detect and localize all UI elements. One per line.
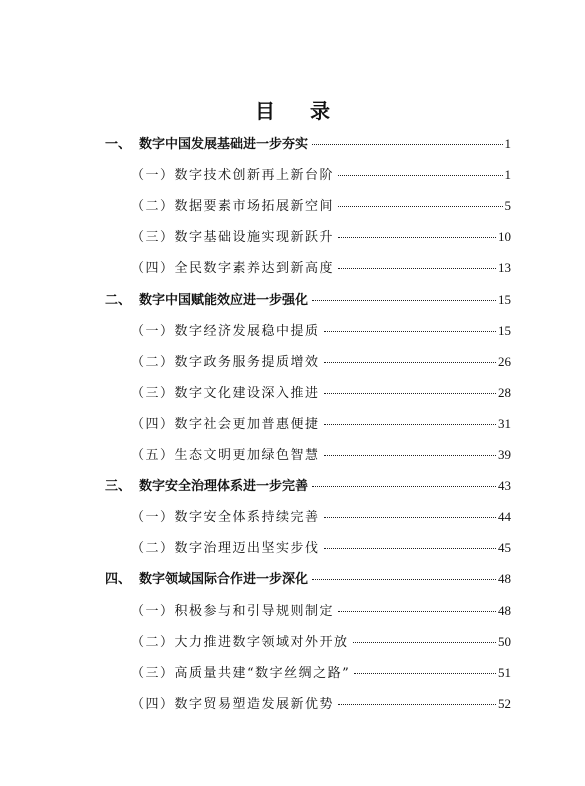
toc-dot-leader (338, 175, 502, 176)
toc-entry-label: （一）数字安全体系持续完善 (131, 510, 320, 525)
toc-dot-leader (338, 611, 496, 612)
toc-entry-label: （一）积极参与和引导规则制定 (131, 604, 335, 619)
toc-page-number: 52 (498, 696, 511, 711)
toc-dot-leader (338, 268, 496, 269)
toc-section-entry[interactable] (131, 536, 511, 560)
toc-dot-leader (353, 642, 496, 643)
toc-chapter-entry[interactable] (105, 132, 511, 156)
toc-page-number: 31 (498, 416, 511, 431)
toc-dot-leader (338, 237, 496, 238)
toc-section-entry[interactable] (131, 256, 511, 280)
toc-dot-leader (312, 144, 502, 145)
toc-chapter-number: 一、 (105, 137, 132, 152)
toc-section-entry[interactable] (131, 319, 511, 343)
toc-entry-label: （二）大力推进数字领域对外开放 (131, 635, 349, 650)
toc-dot-leader (312, 486, 496, 487)
toc-section-entry[interactable] (131, 599, 511, 623)
toc-chapter-number: 四、 (105, 572, 132, 587)
toc-page-number: 50 (498, 634, 511, 649)
toc-page-number: 5 (504, 198, 511, 213)
toc-page-number: 28 (498, 385, 511, 400)
toc-entry-label: （四）数字贸易塑造发展新优势 (131, 697, 335, 712)
toc-section-entry[interactable] (131, 630, 511, 654)
toc-entry-label: （三）数字基础设施实现新跃升 (131, 230, 335, 245)
toc-section-entry[interactable] (131, 692, 511, 716)
toc-dot-leader (354, 673, 496, 674)
toc-entry-label: （三）数字文化建设深入推进 (131, 386, 320, 401)
toc-entry-label: （二）数字治理迈出坚实步伐 (131, 541, 320, 556)
toc-dot-leader (312, 579, 496, 580)
toc-page-number: 48 (498, 571, 511, 586)
toc-page-number: 1 (504, 167, 511, 182)
toc-title: 目 录 (255, 99, 344, 123)
toc-dot-leader (324, 331, 496, 332)
toc-dot-leader (324, 548, 496, 549)
toc-page-number: 15 (498, 292, 511, 307)
toc-section-entry[interactable] (131, 225, 511, 249)
toc-chapter-entry[interactable] (105, 474, 511, 498)
toc-page-number: 51 (498, 665, 511, 680)
toc-entry-label: （二）数据要素市场拓展新空间 (131, 199, 335, 214)
toc-entry-label: （四）全民数字素养达到新高度 (131, 261, 335, 276)
toc-dot-leader (324, 362, 496, 363)
toc-section-entry[interactable] (131, 505, 511, 529)
toc-dot-leader (324, 393, 496, 394)
toc-section-entry[interactable] (131, 412, 511, 436)
toc-page-number: 1 (504, 136, 511, 151)
toc-page-number: 26 (498, 354, 511, 369)
toc-section-entry[interactable] (131, 443, 511, 467)
toc-page-number: 43 (498, 478, 511, 493)
toc-section-entry[interactable] (131, 163, 511, 187)
toc-entry-label: 数字安全治理体系进一步完善 (139, 479, 309, 494)
toc-chapter-number: 二、 (105, 293, 132, 308)
toc-chapter-entry[interactable] (105, 567, 511, 591)
toc-page-number: 13 (498, 260, 511, 275)
toc-page-number: 44 (498, 509, 511, 524)
toc-entry-label: （一）数字经济发展稳中提质 (131, 324, 320, 339)
toc-dot-leader (338, 206, 502, 207)
toc-entry-label: 数字中国赋能效应进一步强化 (139, 293, 309, 308)
toc-entry-label: （一）数字技术创新再上新台阶 (131, 168, 335, 183)
toc-page-number: 10 (498, 229, 511, 244)
toc-dot-leader (312, 300, 496, 301)
toc-chapter-entry[interactable] (105, 288, 511, 312)
toc-dot-leader (324, 455, 496, 456)
toc-section-entry[interactable] (131, 350, 511, 374)
toc-entry-label: （三）高质量共建“数字丝绸之路” (131, 666, 351, 681)
toc-section-entry[interactable] (131, 381, 511, 405)
toc-section-entry[interactable] (131, 194, 511, 218)
toc-page-number: 39 (498, 447, 511, 462)
toc-chapter-number: 三、 (105, 479, 132, 494)
toc-entry-label: 数字中国发展基础进一步夯实 (139, 137, 309, 152)
toc-page-number: 45 (498, 540, 511, 555)
toc-entry-label: （五）生态文明更加绿色智慧 (131, 448, 320, 463)
toc-dot-leader (324, 517, 496, 518)
toc-entry-label: 数字领域国际合作进一步深化 (139, 572, 309, 587)
toc-dot-leader (338, 704, 496, 705)
toc-entry-label: （四）数字社会更加普惠便捷 (131, 417, 320, 432)
toc-entry-label: （二）数字政务服务提质增效 (131, 355, 320, 370)
toc-page-number: 48 (498, 603, 511, 618)
toc-dot-leader (324, 424, 496, 425)
toc-page-number: 15 (498, 323, 511, 338)
toc-section-entry[interactable] (131, 661, 511, 685)
